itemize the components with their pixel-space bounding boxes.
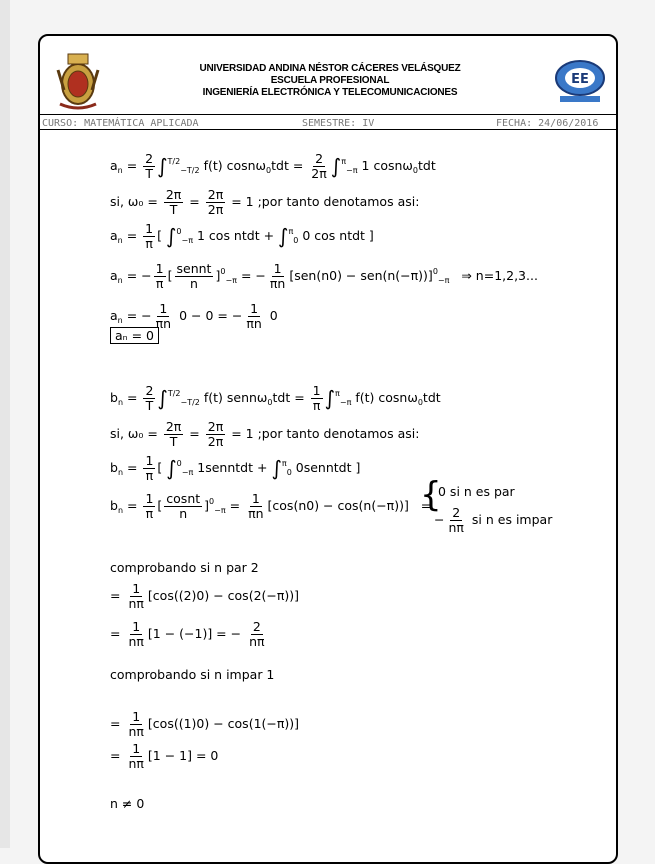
check-impar-line-2: = $\frac{1}{n\pi}$ [1 − 1] = 0 — [110, 741, 219, 771]
bn-line-2-prefix: si, ω₀ = — [110, 426, 158, 441]
an-line-4-suffix: ⇒ n=1,2,3... — [461, 268, 538, 283]
check-impar-expr: cos((1)0) − cos(1(−π)) — [152, 716, 295, 731]
an-line-2-suffix: = 1 ;por tanto denotamos asi: — [231, 194, 420, 209]
an-line-1: $a_n$ = $\frac{2}{T}$ ∫$^{T/2}_{-T/2}$ f(t) cosnω$_0$tdt = $\frac{2}{2\pi}$ ∫$^\pi_{-\pi}$ 1 cosnω$_0$tdt — [110, 151, 436, 181]
program-name: INGENIERÍA ELECTRÓNICA Y TELECOMUNICACIONES — [202, 87, 458, 98]
bn-line-2-suffix: = 1 ;por tanto denotamos asi: — [231, 426, 420, 441]
bn-line-4: $b_n$ = $\frac{1}{\pi}$ [ $\frac{\text{cosnt}}{n}$ ]$^0_{-\pi}$ = $\frac{1}{\pi n}$ [cos(n0) − cos(n(−π))] = — [110, 491, 432, 521]
an-result-box — [110, 328, 159, 343]
bn-line-2: si, ω₀ = $\frac{2\pi}{T}$ = $\frac{2\pi}{2\pi}$ = 1 ;por tanto denotamos asi: — [110, 419, 420, 449]
an-line-4: $a_n$ = − $\frac{1}{\pi}$ [ $\frac{\text{sennt}}{n}$ ]$^0_{-\pi}$ = − $\frac{1}{\pi n}$ $[sen(n0) - sen(n(-\pi))]^0_{-\pi}$ ⇒ n=1,2,3... — [110, 261, 538, 291]
an-line-2-prefix: si, ω₀ = — [110, 194, 158, 209]
bn-line-3: $b_n$ = $\frac{1}{\pi}$ [ ∫$^0_{-\pi}$ 1senntdt + ∫$^\pi_0$ 0senntdt ] — [110, 453, 361, 483]
an-line-3: $a_n$ = $\frac{1}{\pi}$ [ ∫$^0_{-\pi}$ 1 cos ntdt + ∫$^\pi_0$ 0 cos ntdt ] — [110, 221, 374, 251]
final-condition: n ≠ 0 — [110, 796, 145, 811]
case-odd-row: − $\frac{2}{n\pi}$ si n es impar — [434, 505, 553, 535]
check-impar-title: comprobando si n impar 1 — [110, 667, 275, 682]
an-line-5: $a_n$ = − $\frac{1}{\pi n}$ 0 − 0 = − $\frac{1}{\pi n}$ 0 — [110, 301, 278, 331]
course-label: CURSO: MATEMÁTICA APLICADA — [42, 118, 199, 129]
check-par-result: [1 − (−1)] = − — [147, 626, 242, 641]
check-impar-result: [1 − 1] = 0 — [147, 748, 219, 763]
bn-line-1: $b_n$ = $\frac{2}{T}$ ∫$^{T/2}_{-T/2}$ f(t) sennω$_0$tdt = $\frac{1}{\pi}$ ∫$^\pi_{-\pi}$ f(t) cosnω$_0$tdt — [110, 383, 441, 413]
semester-label: SEMESTRE: IV — [302, 118, 375, 129]
check-par-line-2: = $\frac{1}{n\pi}$ [1 − (−1)] = − $\frac{2}{n\pi}$ — [110, 619, 265, 649]
check-par-line-1: = $\frac{1}{n\pi}$ [cos((2)0) − cos(2(−π))] — [110, 581, 300, 611]
header-rule-top — [40, 114, 616, 115]
an-line-2: si, ω₀ = $\frac{2\pi}{T}$ = $\frac{2\pi}{2\pi}$ = 1 ;por tanto denotamos asi: — [110, 187, 420, 217]
an-result: aₙ = 0 — [110, 327, 159, 344]
case-odd: si n es impar — [471, 512, 553, 527]
left-margin-bar — [0, 0, 10, 848]
university-crest-logo — [54, 50, 102, 112]
check-impar-line-1: = $\frac{1}{n\pi}$ [cos((1)0) − cos(1(−π))] — [110, 709, 300, 739]
document-header — [40, 36, 616, 126]
header-rule-bottom — [40, 129, 616, 130]
university-name: UNIVERSIDAD ANDINA NÉSTOR CÁCERES VELÁSQUEZ — [199, 63, 461, 74]
svg-text:EE: EE — [571, 72, 589, 87]
case-even: 0 si n es par — [438, 484, 515, 499]
date-label: FECHA: 24/06/2016 — [496, 118, 599, 129]
school-name: ESCUELA PROFESIONAL — [270, 75, 390, 86]
check-par-expr: cos((2)0) − cos(2(−π)) — [152, 588, 295, 603]
check-par-title: comprobando si n par 2 — [110, 560, 259, 575]
faculty-logo — [552, 58, 608, 104]
cases-brace: { — [420, 475, 442, 515]
